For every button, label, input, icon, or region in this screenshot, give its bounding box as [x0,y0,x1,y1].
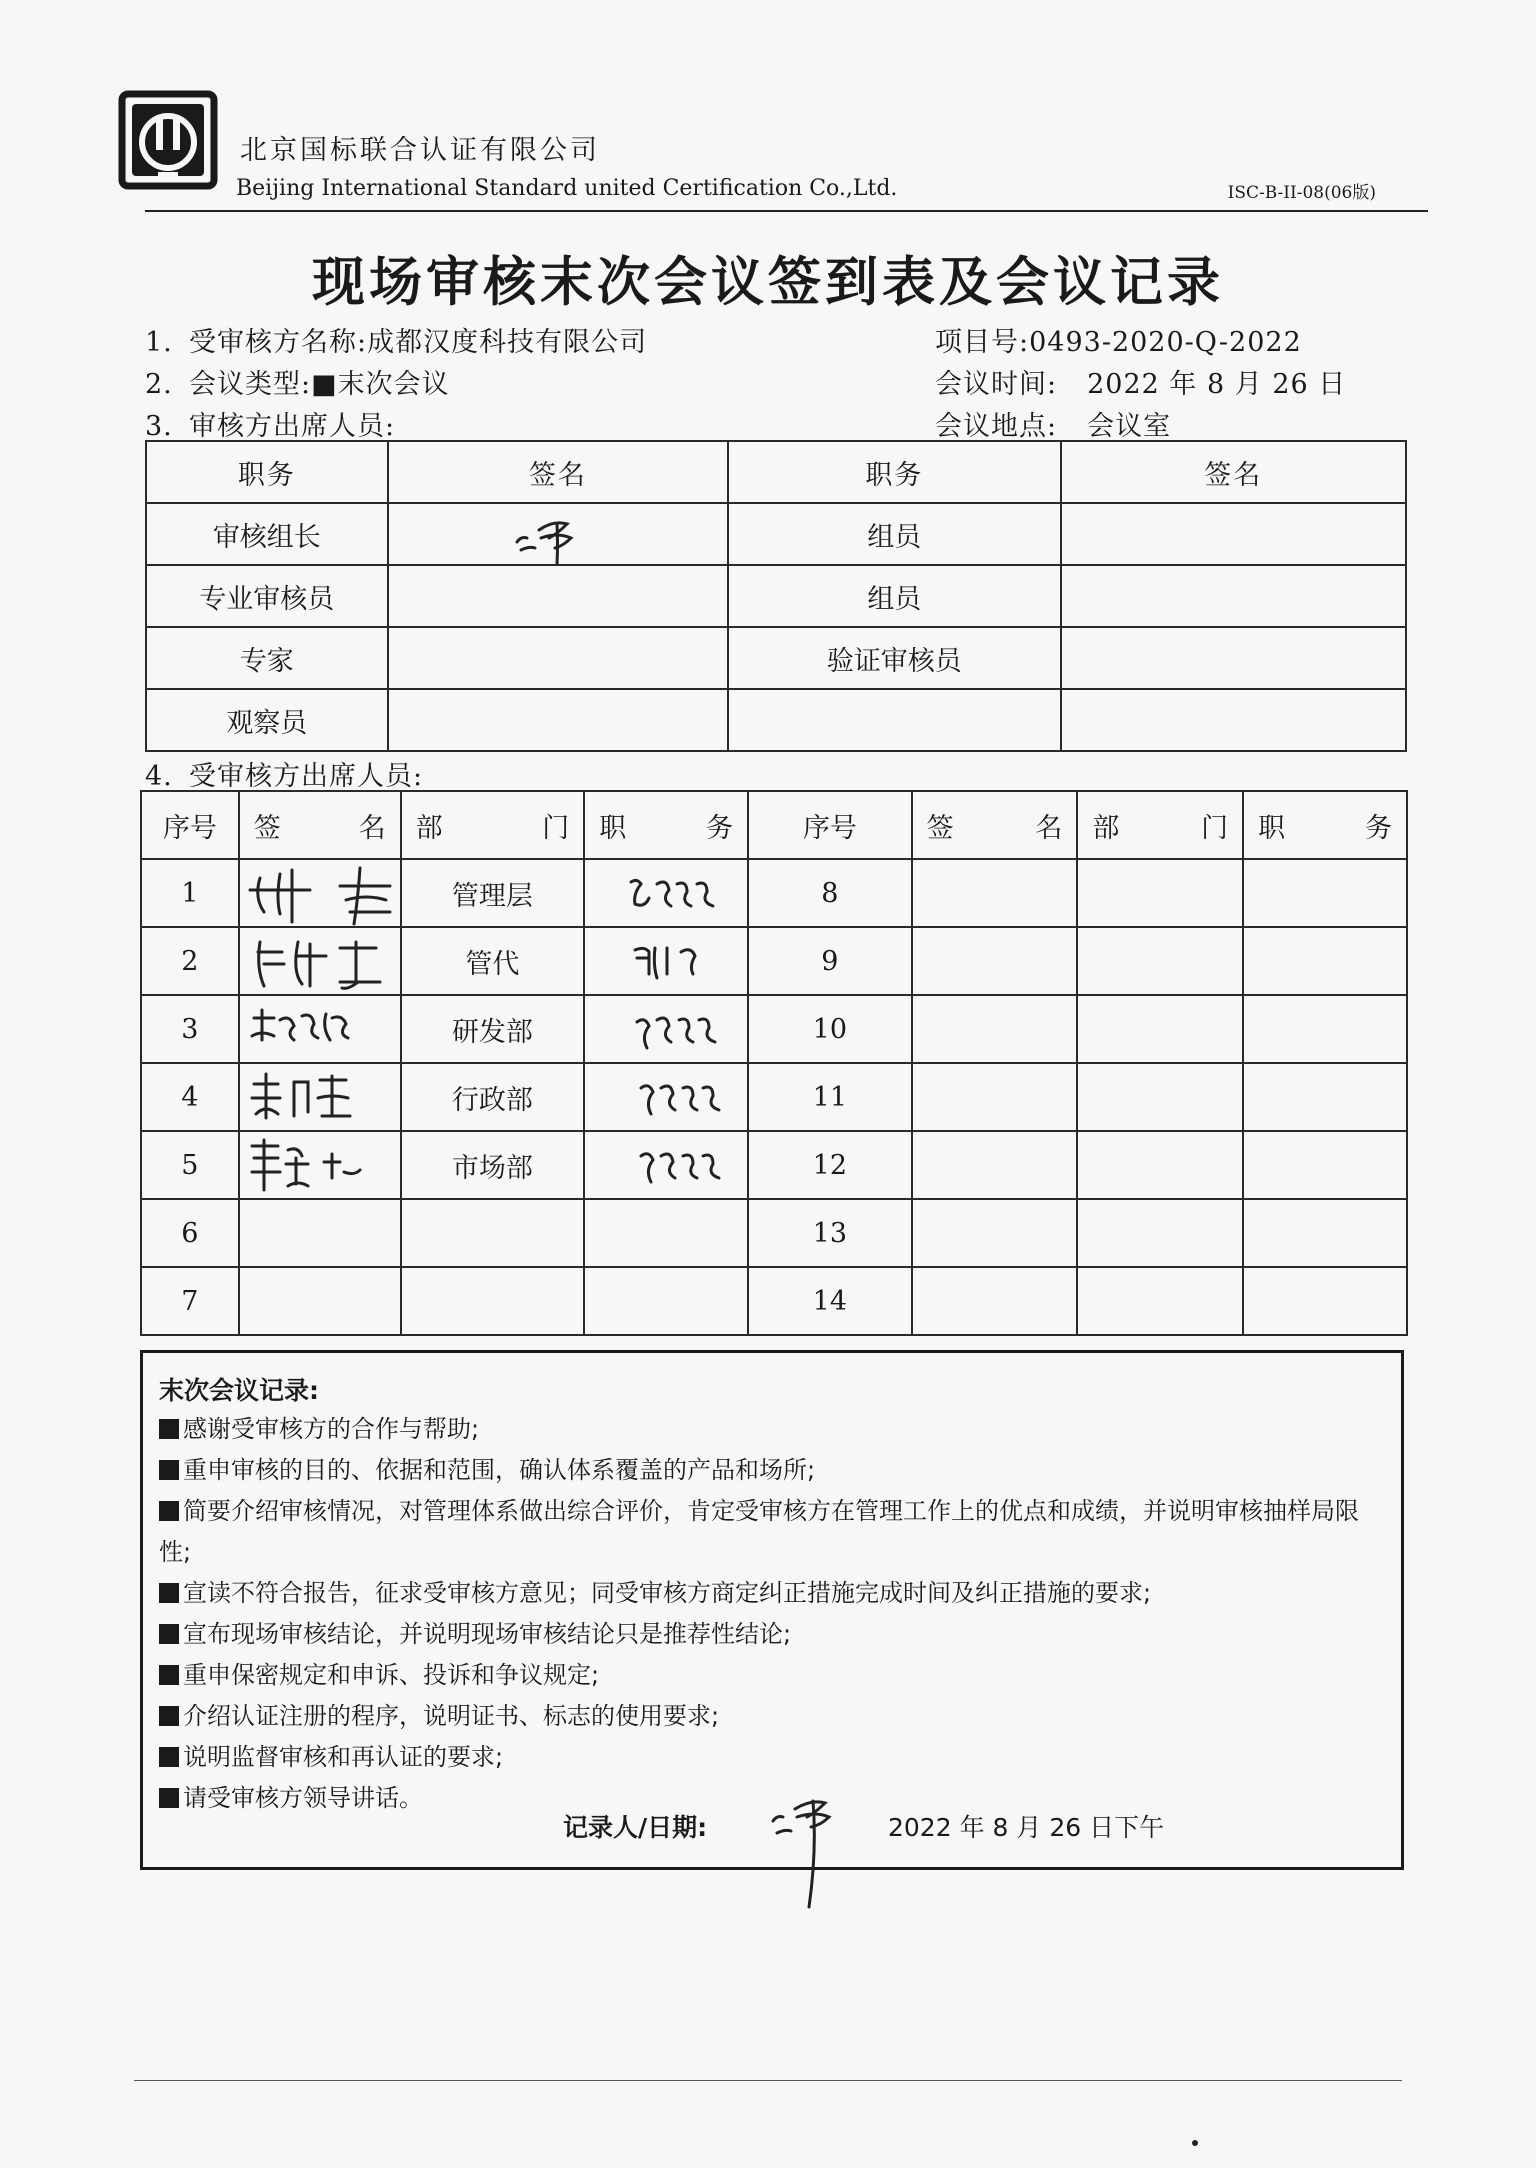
signature-cell [1061,627,1406,689]
signature-cell [1061,689,1406,751]
handwritten-signature-icon [240,1064,402,1130]
row-number: 11 [748,1063,912,1131]
role-cell: 专业审核员 [146,565,388,627]
department-cell: 研发部 [401,995,585,1063]
signature-cell [1061,565,1406,627]
handwritten-position-icon [585,928,749,994]
info-project-number: 项目号:0493-2020-Q-2022 [935,327,1302,358]
position-cell [584,1267,748,1335]
header-cell: 签 名 [239,791,401,859]
signature-cell [239,1267,401,1335]
department-cell: 行政部 [401,1063,585,1131]
table-row [141,927,1407,995]
signature-cell [912,1199,1078,1267]
signature-cell [912,1131,1078,1199]
department-cell [1077,1063,1243,1131]
list-item: 重申审核的目的、依据和范围，确认体系覆盖的产品和场所; [159,1450,1389,1491]
row-number: 13 [748,1199,912,1267]
signature-cell [239,927,401,995]
list-item: 感谢受审核方的合作与帮助; [159,1409,1389,1450]
row-number: 8 [748,859,912,927]
meeting-record-box [140,1350,1404,1870]
info-meeting-place: 会议地点: 会议室 [935,411,1172,442]
record-items-list [159,1409,1389,1819]
department-cell [1077,1131,1243,1199]
table-row [141,1063,1407,1131]
role-cell [728,689,1060,751]
role-cell: 审核组长 [146,503,388,565]
row-number: 12 [748,1131,912,1199]
signature-cell [388,565,728,627]
position-cell [1243,927,1407,995]
table-row [146,627,1406,689]
auditee-attendance-table [140,790,1408,1336]
handwritten-position-icon [585,1064,749,1130]
isc-certification-logo-icon [118,90,218,190]
role-cell: 专家 [146,627,388,689]
handwritten-signature-icon [240,928,402,994]
table-header-row [146,441,1406,503]
header-divider [145,210,1428,212]
row-number: 6 [141,1199,239,1267]
row-number: 1 [141,859,239,927]
list-item: 介绍认证注册的程序，说明证书、标志的使用要求; [159,1696,1389,1737]
position-cell [584,1131,748,1199]
row-number: 4 [141,1063,239,1131]
square-bullet-icon [159,1501,179,1521]
square-bullet-icon [159,1747,179,1767]
role-cell: 组员 [728,565,1060,627]
square-bullet-icon [159,1788,179,1808]
position-cell [584,1199,748,1267]
table-row [141,1131,1407,1199]
info-auditee-attendees: 4. 受审核方出席人员: [145,761,424,792]
header-cell: 签名 [1061,441,1406,503]
department-cell [1077,995,1243,1063]
list-item: 重申保密规定和申诉、投诉和争议规定; [159,1655,1389,1696]
company-name-cn: 北京国标联合认证有限公司 [240,135,600,166]
position-cell [1243,1131,1407,1199]
department-cell [1077,1267,1243,1335]
department-cell [401,1267,585,1335]
department-cell: 管理层 [401,859,585,927]
recorder-date: 2022 年 8 月 26 日下午 [888,1813,1165,1842]
row-number: 5 [141,1131,239,1199]
list-item: 简要介绍审核情况，对管理体系做出综合评价，肯定受审核方在管理工作上的优点和成绩，并说明审核抽样局限性; [159,1497,1359,1566]
header-cell: 职 务 [584,791,748,859]
header-cell: 职务 [728,441,1060,503]
header-cell: 职务 [146,441,388,503]
header-cell: 签 名 [912,791,1078,859]
table-row [141,1199,1407,1267]
department-cell [1077,927,1243,995]
table-row [146,503,1406,565]
handwritten-position-icon [585,1132,749,1198]
position-cell [584,1063,748,1131]
department-cell [1077,1199,1243,1267]
row-number: 14 [748,1267,912,1335]
signature-cell [912,995,1078,1063]
department-cell: 市场部 [401,1131,585,1199]
auditor-attendance-table [145,440,1407,752]
position-cell [584,859,748,927]
company-name-en: Beijing International Standard united Certification Co.,Ltd. [236,176,898,201]
signature-cell [239,1131,401,1199]
square-bullet-icon [159,1460,179,1480]
handwritten-signature-icon [240,996,402,1062]
table-header-row [141,791,1407,859]
info-meeting-time: 会议时间: 2022 年 8 月 26 日 [935,369,1347,400]
header-cell: 序号 [748,791,912,859]
signature-cell [912,927,1078,995]
footer-divider [134,2080,1402,2081]
form-code: ISC-B-II-08(06版) [1227,183,1376,203]
header-cell: 签名 [388,441,728,503]
handwritten-position-icon [585,996,749,1062]
square-bullet-icon [159,1665,179,1685]
table-row [141,859,1407,927]
square-bullet-icon [159,1583,179,1603]
record-title: 末次会议记录: [159,1376,319,1405]
recorder-label: 记录人/日期: [563,1813,708,1842]
info-auditee-name: 1. 受审核方名称:成都汉度科技有限公司 [145,327,648,358]
list-item: 请受审核方领导讲话。 [159,1778,1389,1819]
header-cell: 部 门 [1077,791,1243,859]
header-cell: 部 门 [401,791,585,859]
department-cell [401,1199,585,1267]
position-cell [1243,995,1407,1063]
handwritten-signature-icon [240,860,500,926]
header-cell: 职 务 [1243,791,1407,859]
department-cell [1077,859,1243,927]
row-number: 9 [748,927,912,995]
signature-cell [388,689,728,751]
role-cell: 组员 [728,503,1060,565]
table-row [146,565,1406,627]
signature-cell [239,995,401,1063]
page-title: 现场审核末次会议签到表及会议记录 [312,252,1224,313]
signature-cell [239,1063,401,1131]
position-cell [1243,859,1407,927]
role-cell: 验证审核员 [728,627,1060,689]
row-number: 3 [141,995,239,1063]
list-item: 宣布现场审核结论，并说明现场审核结论只是推荐性结论; [159,1614,1389,1655]
position-cell [1243,1267,1407,1335]
info-auditor-attendees: 3. 审核方出席人员: [145,411,396,442]
handwritten-signature-icon [240,1132,402,1198]
row-number: 2 [141,927,239,995]
signature-cell [912,1267,1078,1335]
list-item: 说明监督审核和再认证的要求; [159,1737,1389,1778]
square-bullet-icon [159,1706,179,1726]
signature-cell [239,1199,401,1267]
position-cell [1243,1199,1407,1267]
list-item: 宣读不符合报告，征求受审核方意见；同受审核方商定纠正措施完成时间及纠正措施的要求; [159,1573,1389,1614]
info-meeting-type: 2. 会议类型:■末次会议 [145,369,450,400]
handwritten-signature-icon [389,504,730,564]
header-cell: 序号 [141,791,239,859]
signature-cell [388,627,728,689]
role-cell: 观察员 [146,689,388,751]
table-row [141,1267,1407,1335]
row-number: 7 [141,1267,239,1335]
table-row [146,689,1406,751]
scan-dot [1192,2140,1198,2146]
handwritten-signature-icon [761,1785,871,1885]
signature-cell [912,1063,1078,1131]
square-bullet-icon [159,1419,179,1439]
signature-cell [388,503,728,565]
table-row [141,995,1407,1063]
square-bullet-icon [159,1624,179,1644]
row-number: 10 [748,995,912,1063]
signature-cell [239,859,401,927]
handwritten-position-icon [585,860,749,926]
position-cell [584,995,748,1063]
position-cell [584,927,748,995]
signature-cell [1061,503,1406,565]
position-cell [1243,1063,1407,1131]
signature-cell [912,859,1078,927]
department-cell: 管代 [401,927,585,995]
